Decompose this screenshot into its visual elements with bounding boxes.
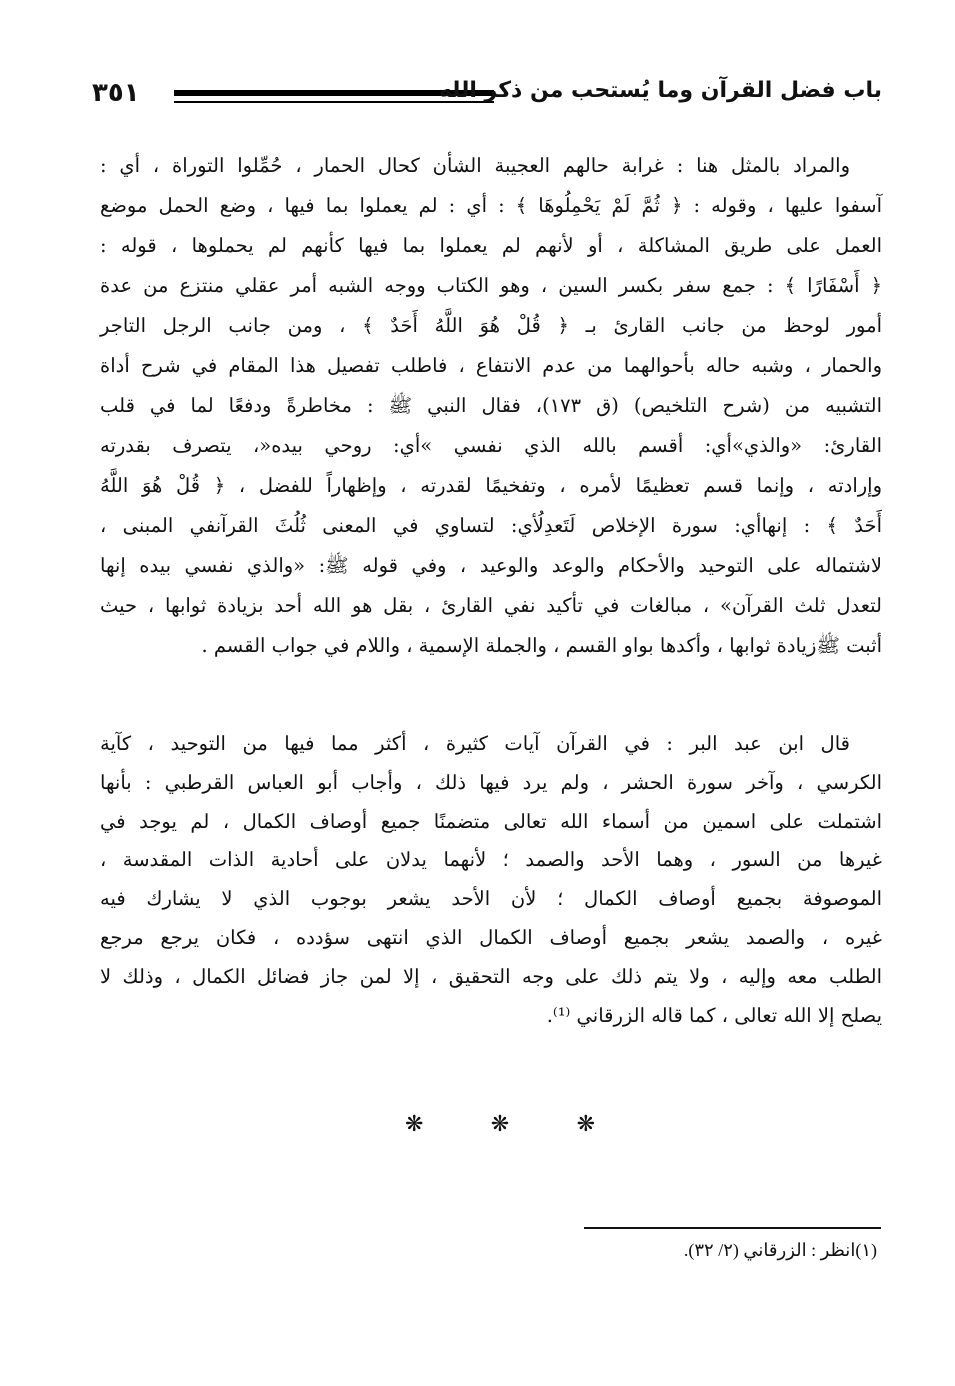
text-line: وإرادته ، وإنما قسم تعظيمًا لأمره ، وتفخيمًا لقدرته ، وإظهاراً للفضل ، ﴿ قُلْ هُوَ اللَّهُ	[100, 474, 882, 497]
text-line: أثبت ﷺزيادة ثوابها ، وأكدها بواو القسم ، والجملة الإسمية ، واللام في جواب القسم .	[201, 634, 882, 657]
text-line: لتعدل ثلث القرآن» ، مبالغات في تأكيد نفي القارئ ، بقل هو الله أحد بزيادة ثوابها ، حيث	[100, 594, 882, 617]
text-line: اشتملت على اسمين من أسماء الله تعالى متضمنًا جميع أوصاف الكمال ، لم يوجد في	[100, 809, 882, 833]
chapter-title: باب فضل القرآن وما يُستحب من ذكر الله	[438, 78, 882, 103]
text-line: الكرسي ، وآخر سورة الحشر ، ولم يرد فيها ذلك ، وأجاب أبو العباس القرطبي : بأنها	[100, 770, 882, 794]
text-line: قال ابن عبد البر : في القرآن آيات كثيرة ، أكثر مما فيها من التوحيد ، كآية	[100, 732, 850, 755]
text-line: القارئ: «والذي»أي: أقسم بالله الذي نفسي »أي: روحي بيده«، يتصرف بقدرته	[100, 434, 882, 457]
text-line: يصلح إلا الله تعالى ، كما قاله الزرقاني ⁽¹⁾.	[546, 1003, 882, 1027]
text-line: والمراد بالمثل هنا : غرابة حالهم العجيبة الشأن كحال الحمار ، حُمِّلوا التوراة ، أي :	[100, 154, 850, 177]
star-ornament-icon: ❋	[490, 1112, 510, 1137]
star-ornament-icon: ❋	[576, 1112, 595, 1137]
text-line: لاشتماله على التوحيد والأحكام والوعد والوعيد ، وفي قوله ﷺ: «والذي نفسي بيده إنها	[100, 554, 882, 577]
text-line: العمل على طريق المشاكلة ، أو لأنهم لم يعملوا بما فيها كأنهم لم يحملوها ، قوله :	[100, 234, 882, 257]
text-line: غيرها من السور ، وهما الأحد والصمد ؛ لأنهما يدلان على أحادية الذات المقدسة ،	[100, 848, 882, 872]
text-line: أمور لوحظ من جانب القارئ بـ ﴿ قُلْ هُوَ اللَّهُ أَحَدٌ ﴾ ، ومن جانب الرجل التاجر	[100, 314, 882, 337]
text-line: والحمار ، وشبه حاله بأحوالهما من عدم الانتفاع ، فاطلب تفصيل هذا المقام في شرح أداة	[100, 354, 882, 377]
footnote-rule	[584, 1227, 881, 1229]
text-line: ﴿ أَسْفَارًا ﴾ : جمع سفر بكسر السين ، وهو الكتاب ووجه الشبه أمر عقلي منتزع من عدة	[100, 274, 882, 297]
page-number: ٣٥١	[92, 78, 140, 108]
text-line: آسفوا عليها ، وقوله : ﴿ ثُمَّ لَمْ يَحْمِلُوهَا ﴾ : أي : لم يعملوا بما فيها ، وضع الحمل موضع	[100, 194, 882, 217]
text-line: الموصوفة بجميع أوصاف الكمال ؛ لأن الأحد يشعر بوجوب الذي لا يشارك فيه	[100, 887, 882, 911]
section-separator	[405, 1112, 595, 1137]
paragraph-2	[100, 725, 882, 1035]
text-line: أَحَدٌ ﴾ : إنهاأي: سورة الإخلاص لَتَعدِلُأي: لتساوي في المعنى ثُلُثَ القرآنفي المبنى ،	[100, 514, 882, 537]
paragraph-1	[100, 146, 882, 666]
text-line: غيره ، والصمد يشعر بجميع أوصاف الكمال الذي انتهى سؤدده ، فكان يرجع مرجع	[100, 925, 882, 949]
footnote: (١)انظر : الزرقاني (٢/ ٣٢).	[683, 1240, 877, 1260]
text-line: التشبيه من (شرح التلخيص) (ق ١٧٣)، فقال النبي ﷺ : مخاطرةً ودفعًا لما في قلب	[100, 394, 883, 417]
running-header	[92, 78, 882, 118]
text-line: الطلب معه وإليه ، ولا يتم ذلك على وجه التحقيق ، إلا لمن جاز فضائل الكمال ، وذلك لا	[100, 964, 882, 988]
star-ornament-icon: ❋	[405, 1112, 424, 1137]
